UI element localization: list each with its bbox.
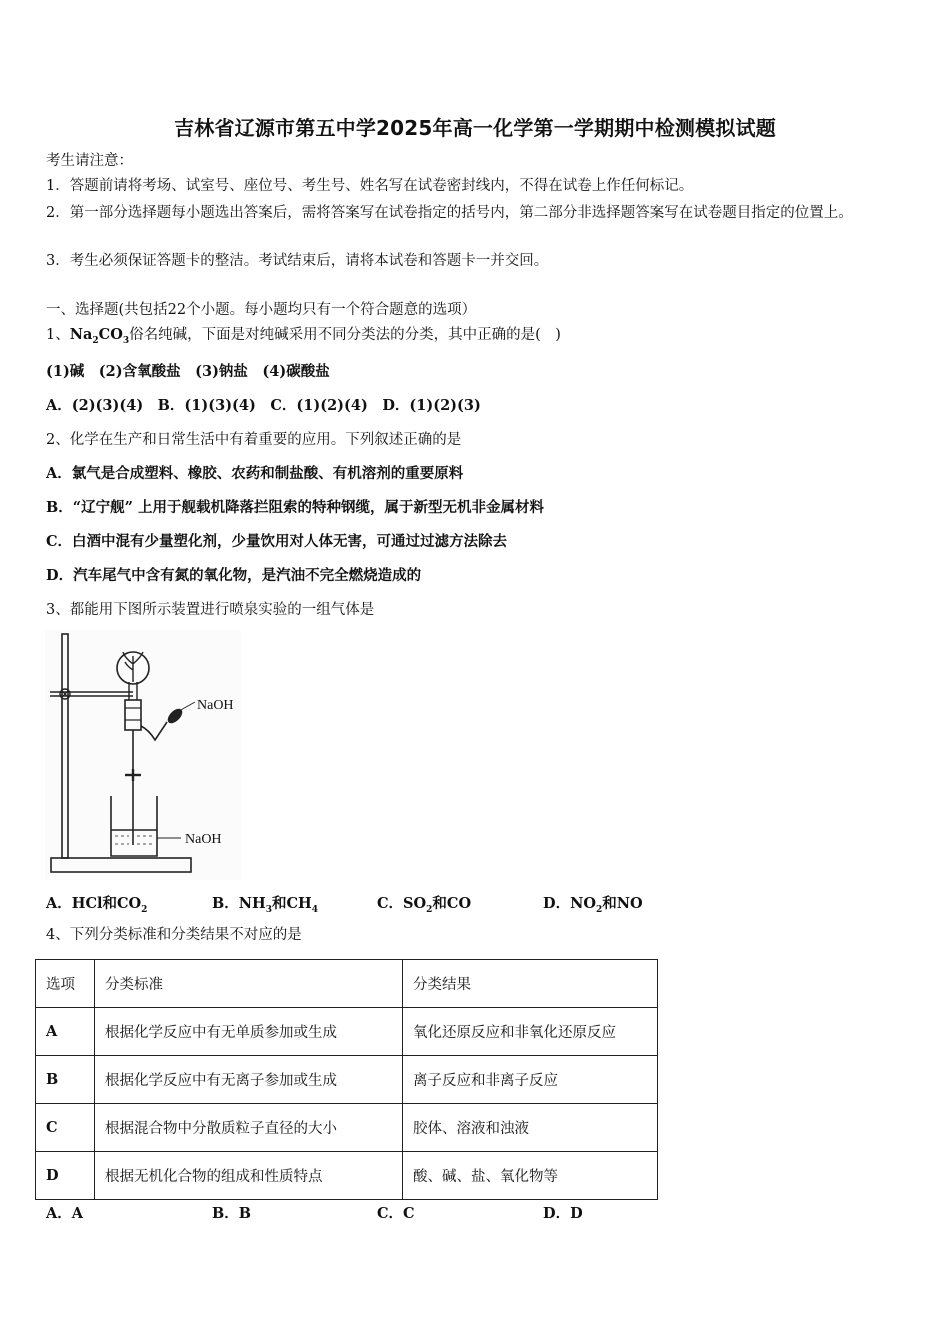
question-3-option-a: A．HCl和$CO_2$ — [46, 895, 148, 915]
question-4-option-b: B．B — [212, 1205, 252, 1222]
question-4-option-c: C．C — [377, 1205, 415, 1222]
table-header-cell: 选项 — [36, 960, 95, 1008]
question-3-option-c: C．$SO_2$和CO — [377, 895, 472, 915]
table-header-cell: 分类标准 — [95, 960, 403, 1008]
page-title: 吉林省辽源市第五中学2025年高一化学第一学期期中检测模拟试题 — [174, 116, 776, 140]
table-cell: C — [36, 1104, 95, 1152]
table-row — [36, 1152, 658, 1200]
table-cell: 氧化还原反应和非氧化还原反应 — [403, 1008, 658, 1056]
table-cell: B — [36, 1056, 95, 1104]
table-cell: A — [36, 1008, 95, 1056]
question-4-stem: 4、下列分类标准和分类结果不对应的是 — [46, 927, 302, 943]
question-2-option-b: B．“辽宁舰” 上用于舰载机降落拦阻索的特种钢缆，属于新型无机非金属材料 — [46, 499, 544, 516]
question-1-classes: (1)碱 (2)含氧酸盐 (3)钠盐 (4)碳酸盐 — [46, 363, 330, 380]
classification-table — [35, 959, 658, 1200]
question-1-options: A．(2)(3)(4) B．(1)(3)(4) C．(1)(2)(4) D．(1)(2)(3) — [46, 397, 481, 414]
notice-item-1: 1．答题前请将考场、试室号、座位号、考生号、姓名写在试卷密封线内，不得在试卷上作任何标记。 — [46, 178, 694, 194]
figure-label-naoh-top: NaOH — [197, 698, 234, 713]
figure-label-naoh-bottom: NaOH — [185, 832, 222, 847]
table-cell: 离子反应和非离子反应 — [403, 1056, 658, 1104]
table-cell: 胶体、溶液和浊液 — [403, 1104, 658, 1152]
question-3-option-d: D．$NO_2$和NO — [543, 895, 643, 915]
section-heading: 一、选择题(共包括22个小题。每小题均只有一个符合题意的选项） — [46, 302, 477, 318]
table-cell: 根据化学反应中有无离子参加或生成 — [95, 1056, 403, 1104]
question-1-stem: 1、$Na_2CO_3$俗名纯碱，下面是对纯碱采用不同分类法的分类，其中正确的是( ) — [46, 326, 561, 346]
table-cell: 根据化学反应中有无单质参加或生成 — [95, 1008, 403, 1056]
table-row — [36, 1008, 658, 1056]
question-2-option-a: A．氯气是合成塑料、橡胶、农药和制盐酸、有机溶剂的重要原料 — [46, 465, 464, 482]
notice-heading: 考生请注意： — [46, 153, 133, 169]
notice-item-3: 3．考生必须保证答题卡的整洁。考试结束后，请将本试卷和答题卡一并交回。 — [46, 253, 549, 269]
table-row — [36, 1104, 658, 1152]
question-3-option-b: B．$NH_3$和$CH_4$ — [212, 895, 318, 915]
question-3-stem: 3、都能用下图所示装置进行喷泉实验的一组气体是 — [46, 602, 375, 618]
question-4-option-d: D．D — [543, 1205, 583, 1222]
table-cell: 酸、碱、盐、氧化物等 — [403, 1152, 658, 1200]
table-cell: D — [36, 1152, 95, 1200]
fountain-apparatus-figure — [45, 630, 241, 880]
table-cell: 根据无机化合物的组成和性质特点 — [95, 1152, 403, 1200]
table-header-row — [36, 960, 658, 1008]
question-2-option-d: D．汽车尾气中含有氮的氧化物，是汽油不完全燃烧造成的 — [46, 567, 422, 584]
table-header-cell: 分类结果 — [403, 960, 658, 1008]
question-2-option-c: C．白酒中混有少量塑化剂，少量饮用对人体无害，可通过过滤方法除去 — [46, 533, 508, 550]
question-4-option-a: A．A — [46, 1205, 84, 1222]
question-2-stem: 2、化学在生产和日常生活中有着重要的应用。下列叙述正确的是 — [46, 432, 462, 448]
table-cell: 根据混合物中分散质粒子直径的大小 — [95, 1104, 403, 1152]
table-row — [36, 1056, 658, 1104]
notice-item-2: 2．第一部分选择题每小题选出答案后，需将答案写在试卷指定的括号内，第二部分非选择题答案写在试卷题目指定的位置上。 — [46, 205, 853, 221]
